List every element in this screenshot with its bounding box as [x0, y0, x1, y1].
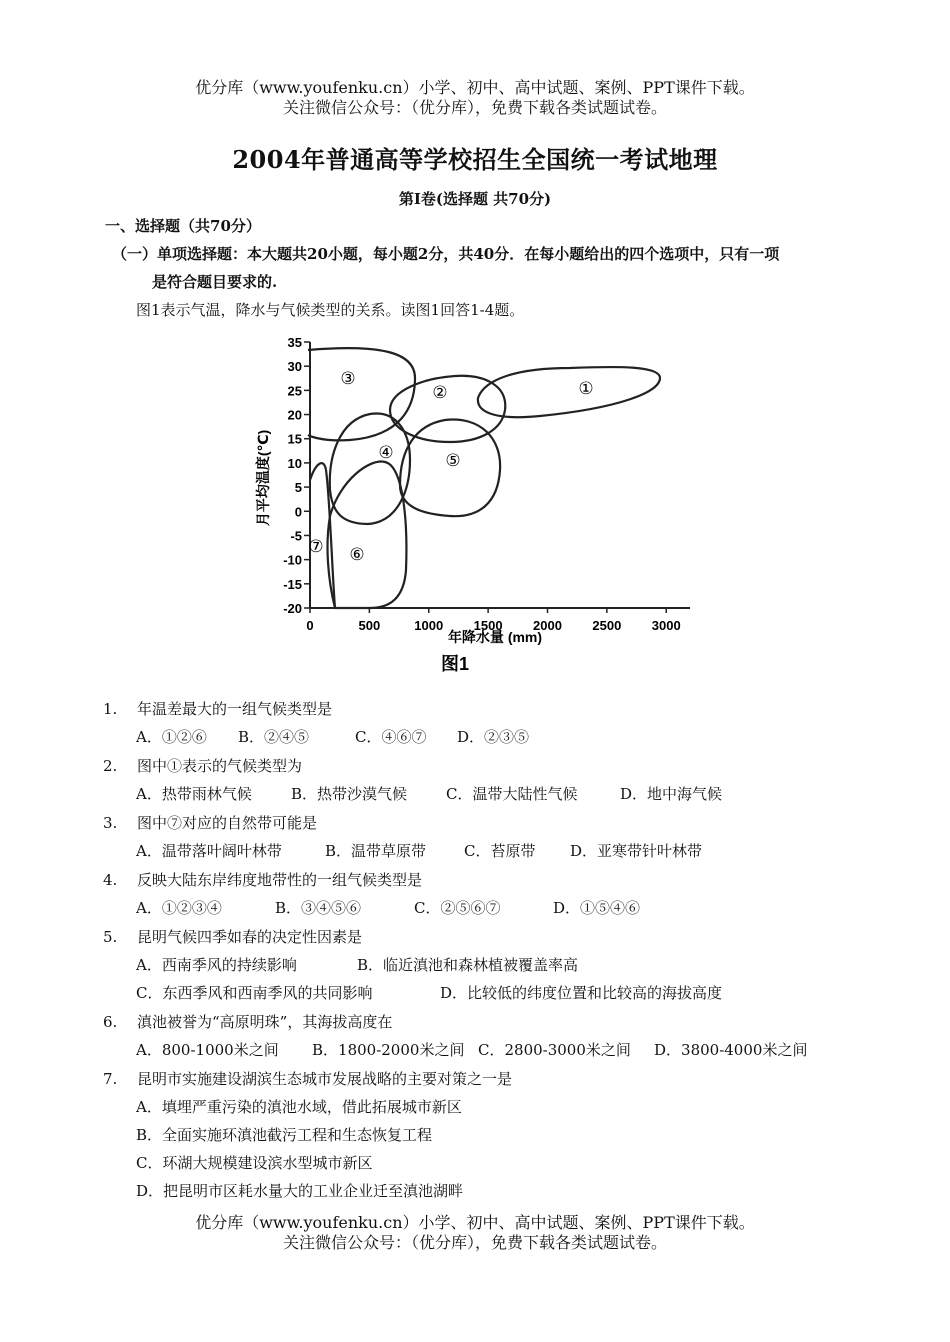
question-7: [103, 1068, 512, 1089]
figure-caption: 图1: [440, 654, 470, 674]
region-4: [330, 413, 410, 524]
question-3: [103, 812, 317, 833]
question-number: 1.: [103, 700, 118, 718]
question-number: 3.: [103, 814, 118, 832]
question-4-option[interactable]: B．③④⑤⑥: [275, 899, 362, 917]
question-6-option[interactable]: A．800-1000米之间: [136, 1041, 279, 1059]
question-3-option[interactable]: C．苔原带: [464, 842, 536, 860]
footer-line-1: 优分库（www.youfenku.cn）小学、初中、高中试题、案例、PPT课件下载。: [195, 1213, 755, 1232]
x-tick-label: 1000: [414, 618, 444, 633]
question-5-option[interactable]: D．比较低的纬度位置和比较高的海拔高度: [440, 984, 723, 1002]
question-number: 4.: [103, 871, 118, 889]
x-tick-label: 500: [358, 618, 381, 633]
question-4-option[interactable]: C．②⑤⑥⑦: [414, 899, 501, 917]
y-tick-label: 15: [287, 431, 302, 447]
region-marker-6: ⑥: [349, 545, 365, 564]
question-number: 6.: [103, 1013, 118, 1031]
question-5: [103, 926, 362, 947]
region-marker-3: ③: [340, 369, 356, 388]
x-tick-label: 3000: [651, 618, 681, 633]
question-text: 昆明气候四季如春的决定性因素是: [137, 928, 363, 946]
question-text: 滇池被誉为“高原明珠”，其海拔高度在: [137, 1013, 393, 1031]
question-1-option[interactable]: A．①②⑥: [136, 728, 207, 746]
y-tick-label: 0: [294, 504, 302, 520]
question-5-option[interactable]: B．临近滇池和森林植被覆盖率高: [357, 956, 579, 974]
question-1-option[interactable]: B．②④⑤: [238, 728, 310, 746]
y-tick-label: 30: [287, 359, 302, 375]
y-tick-label: -10: [283, 552, 302, 568]
question-5-option[interactable]: C．东西季风和西南季风的共同影响: [136, 984, 373, 1002]
question-4-option[interactable]: D．①⑤④⑥: [553, 899, 641, 917]
question-7-option[interactable]: B．全面实施环滇池截污工程和生态恢复工程: [136, 1126, 433, 1144]
region-marker-1: ①: [578, 379, 594, 398]
x-tick-label: 2000: [533, 618, 562, 633]
y-tick-label: 10: [287, 455, 302, 471]
y-tick-label: 35: [287, 335, 302, 350]
region-marker-2: ②: [432, 383, 448, 402]
y-tick-label: 25: [287, 383, 302, 399]
x-axis-label: 年降水量 (mm): [447, 629, 543, 645]
header-line-2: 关注微信公众号：（优分库），免费下载各类试题试卷。: [282, 98, 667, 117]
question-4-option[interactable]: A．①②③④: [136, 899, 222, 917]
region-6: [328, 462, 407, 608]
x-tick-label: 0: [306, 618, 314, 633]
question-1-option[interactable]: C．④⑥⑦: [355, 728, 427, 746]
figure-1-chart: [240, 330, 710, 680]
x-tick-label: 1500: [473, 618, 503, 633]
question-3-option[interactable]: A．温带落叶阔叶林带: [136, 842, 282, 860]
volume-heading: 第Ⅰ卷(选择题 共70分): [398, 190, 552, 208]
question-2-option[interactable]: B．热带沙漠气候: [291, 785, 408, 803]
question-text: 昆明市实施建设湖滨生态城市发展战略的主要对策之一是: [137, 1070, 513, 1088]
question-number: 7.: [103, 1070, 118, 1088]
question-2-option[interactable]: D．地中海气候: [620, 785, 723, 803]
y-tick-label: -5: [290, 528, 302, 544]
question-1: [103, 698, 332, 719]
x-tick-label: 2500: [592, 618, 622, 633]
question-6-option[interactable]: C．2800-3000米之间: [478, 1041, 631, 1059]
instructions-line-2: 是符合题目要求的.: [152, 273, 278, 291]
page-title: 2004年普通高等学校招生全国统一考试地理: [232, 145, 718, 174]
question-6: [103, 1011, 392, 1032]
region-markers: [308, 369, 593, 564]
region-marker-4: ④: [378, 443, 394, 462]
y-tick-label: 5: [294, 480, 302, 496]
instructions-line-1: （一）单项选择题：本大题共20小题，每小题2分，共40分．在每小题给出的四个选项中，只有一项: [112, 245, 780, 263]
region-marker-5: ⑤: [445, 451, 461, 470]
question-3-option[interactable]: D．亚寒带针叶林带: [570, 842, 703, 860]
question-4: [103, 869, 422, 890]
question-7-option[interactable]: C．环湖大规模建设滨水型城市新区: [136, 1154, 373, 1172]
section-heading: 一、选择题（共70分）: [105, 217, 261, 235]
figure-intro: 图1表示气温，降水与气候类型的关系。读图1回答1-4题。: [136, 301, 525, 319]
question-1-option[interactable]: D．②③⑤: [457, 728, 530, 746]
y-axis-label: 月平均温度(℃): [255, 429, 271, 527]
question-6-option[interactable]: D．3800-4000米之间: [654, 1041, 808, 1059]
question-text: 图中①表示的气候类型为: [137, 757, 303, 775]
question-text: 年温差最大的一组气候类型是: [137, 700, 333, 718]
region-marker-7: ⑦: [308, 537, 324, 556]
footer-line-2: 关注微信公众号：（优分库），免费下载各类试题试卷。: [282, 1233, 667, 1252]
question-7-option[interactable]: A．填埋严重污染的滇池水域，借此拓展城市新区: [136, 1098, 462, 1116]
question-6-option[interactable]: B．1800-2000米之间: [312, 1041, 465, 1059]
y-tick-group: [283, 335, 310, 616]
question-2-option[interactable]: C．温带大陆性气候: [446, 785, 578, 803]
header-line-1: 优分库（www.youfenku.cn）小学、初中、高中试题、案例、PPT课件下载。: [195, 78, 755, 97]
question-2-option[interactable]: A．热带雨林气候: [136, 785, 252, 803]
y-tick-label: -20: [283, 601, 302, 616]
y-tick-label: -15: [283, 576, 302, 592]
question-text: 反映大陆东岸纬度地带性的一组气候类型是: [137, 871, 423, 889]
y-tick-label: 20: [287, 407, 302, 423]
question-2: [103, 755, 302, 776]
question-3-option[interactable]: B．温带草原带: [325, 842, 427, 860]
question-text: 图中⑦对应的自然带可能是: [137, 814, 318, 832]
question-5-option[interactable]: A．西南季风的持续影响: [136, 956, 297, 974]
question-7-option[interactable]: D．把昆明市区耗水量大的工业企业迁至滇池湖畔: [136, 1182, 464, 1200]
question-number: 2.: [103, 757, 118, 775]
question-number: 5.: [103, 928, 118, 946]
